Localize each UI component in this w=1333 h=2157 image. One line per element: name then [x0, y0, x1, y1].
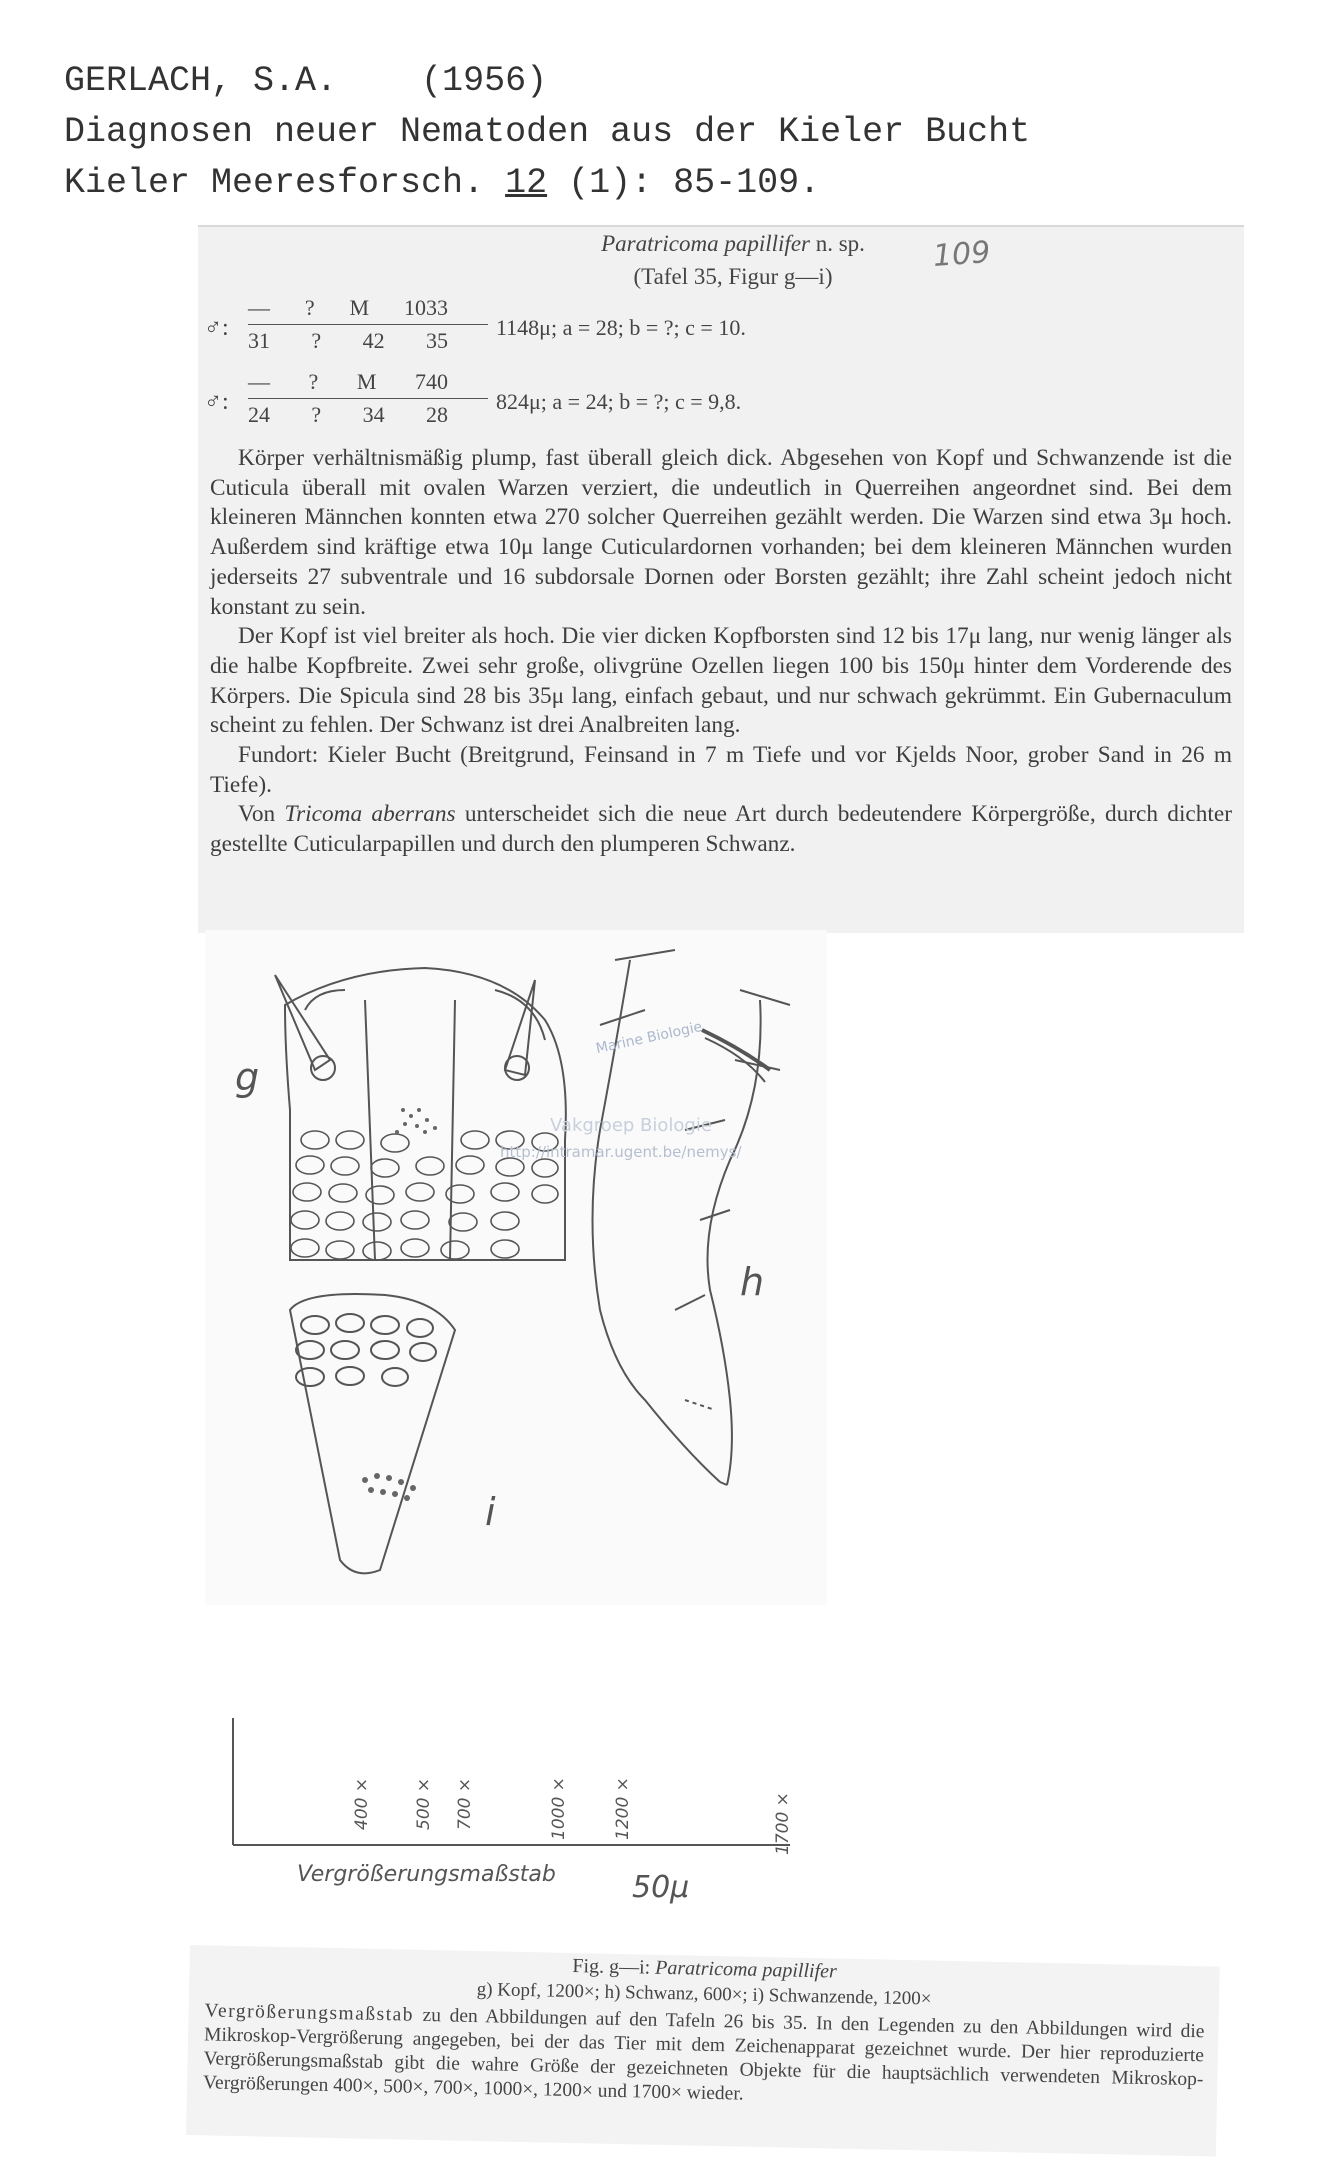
comparison-prefix: Von: [238, 801, 285, 828]
comparison-species: Tricoma aberrans: [284, 801, 456, 828]
watermark-url: http://intramar.ugent.be/nemys/: [500, 1143, 742, 1161]
watermark-marine-biology: Marine Biologie: [594, 1018, 704, 1058]
figure-label-h: h: [740, 1260, 765, 1304]
formula-cell: 42: [362, 328, 385, 353]
formula-cell: M: [356, 369, 377, 394]
plate-reference: (Tafel 35, Figur g—i): [633, 264, 833, 289]
scale-title: Vergrößerungsmaßstab: [297, 1862, 556, 1887]
caption-figure-ref: Fig. g—i:: [572, 1955, 656, 1979]
citation-title: Diagnosen neuer Nematoden aus der Kieler Bucht: [64, 112, 1031, 152]
citation-journal-name: Kieler Meeresforsch.: [64, 163, 506, 203]
watermark-department: Vakgroep Biologie: [550, 1115, 712, 1136]
formula-cell: 24: [248, 402, 270, 427]
formula-values: 824μ; a = 24; b = ?; c = 9,8.: [496, 389, 742, 414]
scale-tick-700: 700 ×: [455, 1777, 475, 1830]
caption-clipping: [186, 1945, 1220, 2157]
formula-cell: —: [248, 295, 270, 320]
formula-cell: ?: [304, 295, 315, 320]
handwritten-page-note: 109: [931, 235, 992, 274]
scale-tick-400: 400 ×: [352, 1777, 372, 1830]
scale-tick-1700: 1700 ×: [773, 1792, 793, 1855]
scale-unit: 50μ: [632, 1870, 690, 1905]
species-name: Paratricoma papillifer: [601, 231, 810, 256]
paragraph-body: Körper verhältnismäßig plump, fast überall gleich dick. Abgesehen von Kopf und Schwanzende ist die Cuticula überall mit ovalen Warzen verziert, die undeutlich in Querreihen angeordnet sind. Bei dem kleineren Männchen konnten etwa 270 solcher Querreihen gezählt werden. Die Warzen sind etwa 3μ hoch. Außerdem sind kräftige etwa 10μ lange Cuticulardornen vorhanden; bei dem kleineren Männchen wurden jederseits 27 subventrale und 16 subdorsale Dornen oder Borsten gezählt; ihre Zahl scheint jedoch nicht konstant zu sein.: [210, 445, 1232, 620]
formula-cell: ?: [311, 402, 322, 427]
citation-pages: (1): 85-109.: [547, 163, 821, 203]
formula-cell: 1033: [404, 295, 448, 320]
formula-cell: ?: [308, 369, 319, 394]
caption-lead: Vergrößerungsmaßstab: [204, 2000, 415, 2026]
formula-cell: —: [248, 369, 270, 394]
formula-cell: 35: [425, 328, 448, 353]
formula-cell: 28: [425, 402, 448, 427]
species-suffix: n. sp.: [809, 231, 865, 256]
scale-tick-1000: 1000 ×: [549, 1777, 569, 1840]
scale-tick-1200: 1200 ×: [613, 1777, 633, 1840]
figure-label-i: i: [485, 1490, 496, 1534]
caption-text: zu den Abbildungen auf den Tafeln 26 bis 35. In den Legenden zu den Abbildungen wird die Mikroskop-Vergrößerung angegeben, bei der das Tier mit dem Zeichenapparat gezeichnet wurde. Der hier reproduzierte Vergrößerungsmaßstab gibt die wahre Größe der gezeichneten Objekte für die hauptsächlich verwendeten Mikroskop-Vergrößerungen 400×, 500×, 700×, 1000×, 1200× und 1700× wieder.: [202, 2004, 1205, 2105]
formula-cell: 31: [248, 328, 270, 353]
formula-cell: 34: [362, 402, 385, 427]
formula-cell: M: [349, 295, 370, 320]
caption-species: Paratricoma papillifer: [654, 1956, 838, 1983]
scale-tick-500: 500 ×: [414, 1777, 434, 1830]
caption-body: [203, 1999, 1205, 2116]
paragraph-locality: Fundort: Kieler Bucht (Breitgrund, Feinsand in 7 m Tiefe und vor Kjelds Noor, grober Sand in 26 m Tiefe).: [210, 742, 1232, 798]
comparison-text: unterscheidet sich die neue Art durch bedeutendere Körpergröße, durch dichter gestellte Cuticularpapillen und durch den plumperen Schwanz.: [210, 801, 1232, 858]
formula-cell: ?: [311, 328, 322, 353]
paragraph-head: Der Kopf ist viel breiter als hoch. Die vier dicken Kopfborsten sind 12 bis 17μ lang, nur wenig länger als die halbe Kopfbreite. Zwei sehr große, olivgrüne Ozellen liegen 100 bis 150μ hinter dem Vorderende des Körpers. Die Spicula sind 28 bis 35μ lang, einfach gebaut, und nur schwach gekrümmt. Ein Gubernaculum scheint zu fehlen. Der Schwanz ist drei Analbreiten lang.: [210, 623, 1232, 739]
formula-values: 1148μ; a = 28; b = ?; c = 10.: [496, 315, 746, 340]
male-symbol: ♂:: [204, 315, 229, 341]
male-symbol: ♂:: [204, 389, 229, 415]
citation-author-year: GERLACH, S.A. (1956): [64, 61, 548, 101]
figure-label-g: g: [235, 1055, 260, 1099]
caption-subtitle: g) Kopf, 1200×; h) Schwanz, 600×; i) Schwanzende, 1200×: [476, 1979, 932, 2010]
formula-cell: 740: [414, 369, 448, 394]
citation-volume: 12: [505, 163, 548, 203]
